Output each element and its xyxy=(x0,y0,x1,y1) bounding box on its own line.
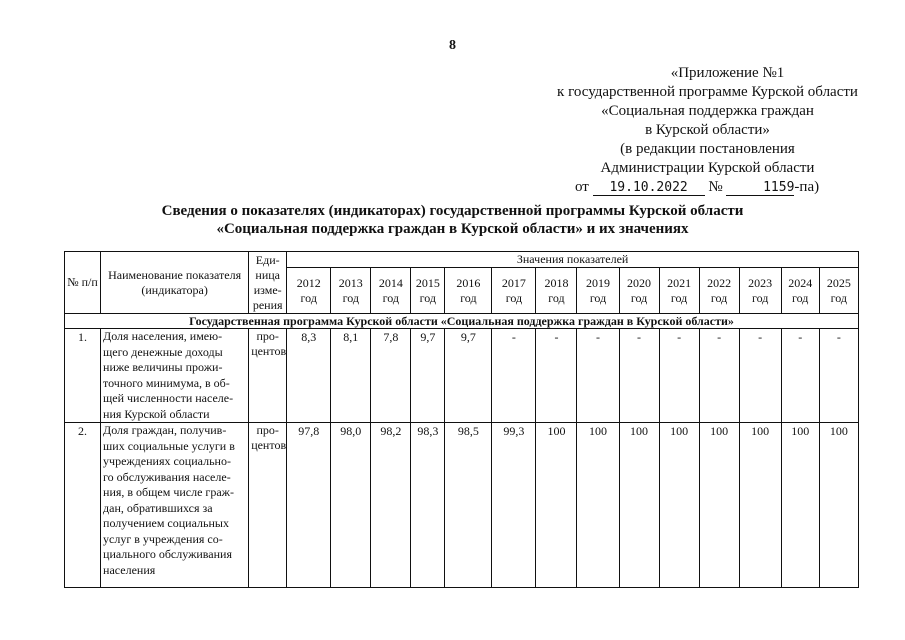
header-year: 2025 год xyxy=(819,268,858,314)
row-number: 2. xyxy=(65,423,101,588)
indicator-name-line: учреждениях социально- xyxy=(103,454,231,468)
value-cell: 100 xyxy=(619,423,659,588)
number-suffix: -па) xyxy=(794,179,820,195)
value-cell: 100 xyxy=(699,423,739,588)
header-year: 2017 год xyxy=(492,268,536,314)
unit-line: центов xyxy=(251,438,287,452)
header-year: 2012 год xyxy=(287,268,331,314)
row-number: 1. xyxy=(65,329,101,423)
header-year: 2020 год xyxy=(619,268,659,314)
appendix-line: Администрации Курской области xyxy=(600,160,815,176)
value-cell: - xyxy=(739,329,781,423)
header-year: 2019 год xyxy=(577,268,619,314)
value-cell: 99,3 xyxy=(492,423,536,588)
value-cell: 100 xyxy=(659,423,699,588)
unit-line: центов xyxy=(251,344,287,358)
number-prefix: № xyxy=(708,179,723,195)
header-year: 2023 год xyxy=(739,268,781,314)
document-title xyxy=(0,202,905,238)
appendix-line: «Социальная поддержка граждан xyxy=(601,103,814,119)
value-cell: 8,3 xyxy=(287,329,331,423)
value-cell: 98,5 xyxy=(445,423,492,588)
header-num: № п/п xyxy=(65,252,101,314)
section-title: Государственная программа Курской области «Социальная поддержка граждан в Курской области» xyxy=(65,314,859,329)
table-row xyxy=(65,423,859,588)
value-cell: 98,3 xyxy=(411,423,445,588)
title-line: Сведения о показателях (индикаторах) государственной программы Курской области xyxy=(161,203,744,219)
value-cell: 100 xyxy=(739,423,781,588)
value-cell: 100 xyxy=(819,423,858,588)
value-cell: - xyxy=(492,329,536,423)
header-unit: Еди-ница изме-рения xyxy=(249,252,287,314)
indicator-name-line: дан, обратившихся за xyxy=(103,500,213,515)
indicator-name-line: щей численности населе- xyxy=(103,391,234,405)
appendix-line: «Приложение №1 xyxy=(670,65,785,81)
header-values: Значения показателей xyxy=(287,252,859,268)
value-cell: 97,8 xyxy=(287,423,331,588)
header-year: 2024 год xyxy=(781,268,819,314)
value-cell: - xyxy=(781,329,819,423)
value-cell: - xyxy=(699,329,739,423)
page-number: 8 xyxy=(449,38,456,53)
appendix-block xyxy=(520,64,895,197)
value-cell: - xyxy=(819,329,858,423)
value-cell: - xyxy=(659,329,699,423)
header-name: Наименование показателя (индикатора) xyxy=(101,252,249,314)
header-year: 2014 год xyxy=(371,268,411,314)
unit-line: про- xyxy=(256,423,279,437)
unit-cell xyxy=(249,329,287,423)
value-cell: 100 xyxy=(536,423,577,588)
value-cell: 9,7 xyxy=(445,329,492,423)
indicator-name-line: точного минимума, в об- xyxy=(103,375,230,390)
decree-line xyxy=(520,178,895,197)
indicator-name-line: получением социальных xyxy=(103,516,229,530)
header-year: 2016 год xyxy=(445,268,492,314)
indicator-name-line: го обслуживания населе- xyxy=(103,469,231,484)
indicator-name-line: ниже величины прожи- xyxy=(103,360,223,374)
indicators-table xyxy=(64,251,859,588)
date-prefix: от xyxy=(575,179,589,195)
value-cell: 9,7 xyxy=(411,329,445,423)
decree-number: 1159 xyxy=(726,181,794,196)
indicator-name xyxy=(101,423,249,588)
indicator-name-line: Доля населения, имею- xyxy=(103,329,223,343)
table-row xyxy=(65,329,859,423)
indicator-name-line: щего денежные доходы xyxy=(103,344,223,359)
value-cell: 8,1 xyxy=(331,329,371,423)
appendix-line: в Курской области» xyxy=(645,122,770,138)
value-cell: 98,0 xyxy=(331,423,371,588)
value-cell: 100 xyxy=(577,423,619,588)
unit-line: про- xyxy=(256,329,279,343)
decree-date: 19.10.2022 xyxy=(593,181,705,196)
indicator-name-line: циального обслуживания xyxy=(103,547,232,561)
appendix-line: к государственной программе Курской области xyxy=(557,84,858,100)
value-cell: - xyxy=(619,329,659,423)
header-year: 2018 год xyxy=(536,268,577,314)
indicator-name-line: ния, в общем числе граж- xyxy=(103,485,234,499)
title-line: «Социальная поддержка граждан в Курской области» и их значениях xyxy=(216,221,689,237)
value-cell: 100 xyxy=(781,423,819,588)
header-year: 2022 год xyxy=(699,268,739,314)
unit-cell xyxy=(249,423,287,588)
indicator-name-line: услуг в учреждения со- xyxy=(103,531,223,546)
header-year: 2015 год xyxy=(411,268,445,314)
indicator-name xyxy=(101,329,249,423)
indicator-name-line: ния Курской области xyxy=(103,406,210,421)
indicator-name-line: населения xyxy=(103,562,156,577)
value-cell: 98,2 xyxy=(371,423,411,588)
appendix-line: (в редакции постановления xyxy=(620,141,795,157)
section-row xyxy=(65,314,859,329)
indicator-name-line: Доля граждан, получив- xyxy=(103,423,227,437)
header-year: 2021 год xyxy=(659,268,699,314)
header-year: 2013 год xyxy=(331,268,371,314)
value-cell: - xyxy=(536,329,577,423)
value-cell: 7,8 xyxy=(371,329,411,423)
value-cell: - xyxy=(577,329,619,423)
indicator-name-line: ших социальные услуги в xyxy=(103,438,235,453)
